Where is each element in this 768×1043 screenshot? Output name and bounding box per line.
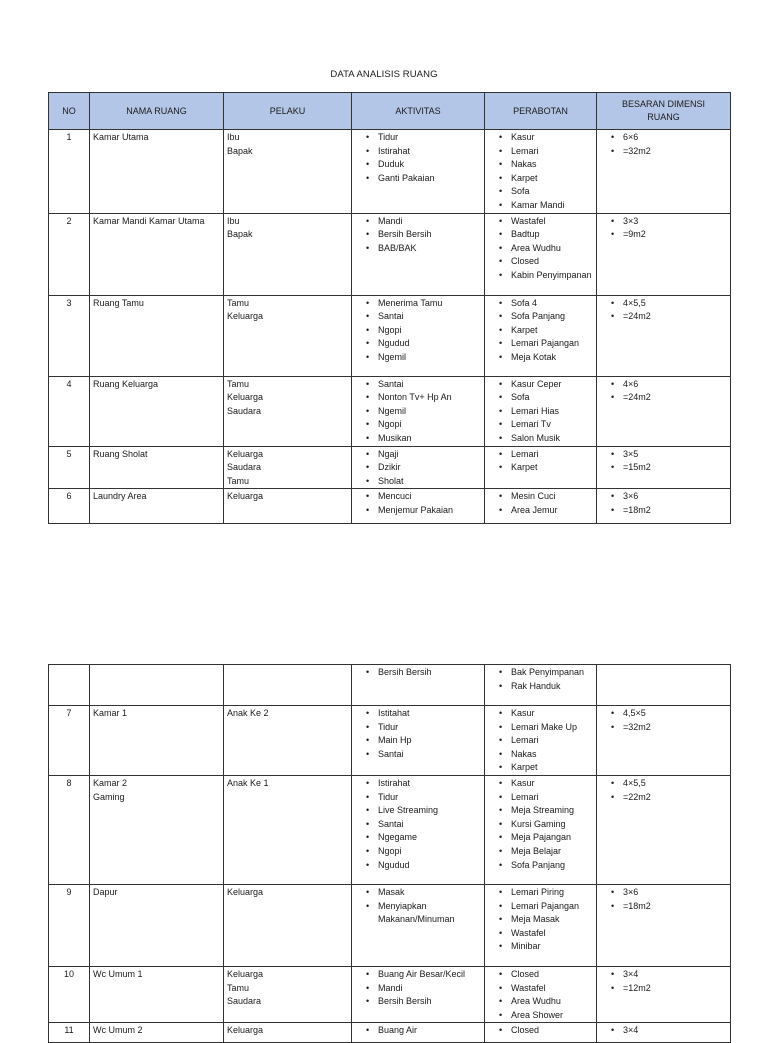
besaran-item: • =32m2 xyxy=(600,721,727,735)
besaran-item: • =22m2 xyxy=(600,791,727,805)
aktivitas-list xyxy=(355,215,481,256)
cell-pelaku xyxy=(224,295,352,376)
cell-perabotan xyxy=(485,376,597,446)
besaran-item: • =15m2 xyxy=(600,461,727,475)
aktivitas-item: • Istirahat xyxy=(355,145,481,159)
aktivitas-item: • Ngopi xyxy=(355,845,481,859)
nama-line: Kamar Mandi Kamar Utama xyxy=(93,215,205,226)
aktivitas-item: • Santai xyxy=(355,748,481,762)
cell-nama xyxy=(90,130,224,214)
cell-no: 3 xyxy=(49,295,90,376)
besaran-item: • 6×6 xyxy=(600,131,727,145)
nama-line: Wc Umum 2 xyxy=(93,1025,143,1036)
perabotan-item: • Rak Handuk xyxy=(488,680,593,694)
cell-nama xyxy=(90,446,224,489)
cell-nama xyxy=(90,489,224,524)
pelaku-line: Tamu xyxy=(227,297,250,308)
cell-nama xyxy=(90,295,224,376)
pelaku-line: Saudara xyxy=(227,996,262,1007)
table1-body xyxy=(49,130,731,524)
header-besaran-line-1: BESARAN DIMENSI xyxy=(621,99,706,109)
perabotan-item: • Karpet xyxy=(488,461,593,475)
nama-line: Ruang Keluarga xyxy=(93,378,159,389)
room-analysis-table xyxy=(48,92,731,524)
aktivitas-item: • Santai xyxy=(355,310,481,324)
cell-pelaku xyxy=(224,706,352,776)
cell-aktivitas xyxy=(352,1023,485,1043)
perabotan-list xyxy=(488,490,593,517)
cell-pelaku xyxy=(224,665,352,706)
perabotan-list xyxy=(488,886,593,954)
cell-no: 6 xyxy=(49,489,90,524)
cell-pelaku xyxy=(224,884,352,966)
aktivitas-item: • Ngegame xyxy=(355,831,481,845)
perabotan-list xyxy=(488,131,593,213)
document-title: DATA ANALISIS RUANG xyxy=(330,69,438,80)
cell-besaran xyxy=(597,1023,731,1043)
perabotan-item: • Wastafel xyxy=(488,982,593,996)
besaran-item: • 4,5×5 xyxy=(600,707,727,721)
nama-line: Kamar 2 xyxy=(93,777,128,788)
table-row xyxy=(49,446,731,489)
perabotan-item: • Closed xyxy=(488,255,593,269)
pelaku-line: Anak Ke 2 xyxy=(227,708,269,718)
cell-perabotan xyxy=(485,706,597,776)
besaran-item: • 3×5 xyxy=(600,448,727,462)
perabotan-item: • Mesin Cuci xyxy=(488,490,593,504)
header-besaran-dimensi xyxy=(597,93,731,130)
cell-pelaku xyxy=(224,446,352,489)
perabotan-item: • Lemari xyxy=(488,448,593,462)
perabotan-item: • Closed xyxy=(488,1024,593,1038)
cell-pelaku xyxy=(224,130,352,214)
perabotan-item: • Lemari xyxy=(488,791,593,805)
cell-aktivitas xyxy=(352,130,485,214)
pelaku-line: Keluarga xyxy=(227,1025,264,1036)
aktivitas-list xyxy=(355,378,481,446)
pelaku-line: Anak Ke 1 xyxy=(227,777,269,788)
cell-perabotan xyxy=(485,489,597,524)
cell-no: 2 xyxy=(49,213,90,295)
aktivitas-item: • Menyiapkan Makanan/Minuman xyxy=(355,900,481,927)
cell-no: 5 xyxy=(49,446,90,489)
perabotan-item: • Meja Pajangan xyxy=(488,831,593,845)
aktivitas-item: • Menjemur Pakaian xyxy=(355,504,481,518)
table-header-row xyxy=(49,93,731,130)
aktivitas-list xyxy=(355,297,481,365)
pelaku-line: Keluarga xyxy=(227,886,264,897)
aktivitas-list xyxy=(355,777,481,872)
pelaku-line: Saudara xyxy=(227,462,262,473)
perabotan-item: • Kamar Mandi xyxy=(488,199,593,213)
nama-line: Kamar Utama xyxy=(93,132,149,142)
nama-line: Ruang Tamu xyxy=(93,297,144,308)
perabotan-list xyxy=(488,707,593,775)
perabotan-item: • Lemari Tv xyxy=(488,418,593,432)
aktivitas-item: • BAB/BAK xyxy=(355,242,481,256)
perabotan-list xyxy=(488,297,593,365)
aktivitas-list xyxy=(355,886,481,927)
pelaku-line: Bapak xyxy=(227,145,253,156)
pelaku-line: Keluarga xyxy=(227,311,264,322)
header-nama-ruang: NAMA RUANG xyxy=(90,93,224,130)
cell-besaran xyxy=(597,884,731,966)
perabotan-item: • Salon Musik xyxy=(488,432,593,446)
perabotan-item: • Sofa Panjang xyxy=(488,310,593,324)
aktivitas-item: • Mencuci xyxy=(355,490,481,504)
perabotan-item: • Area Shower xyxy=(488,1009,593,1023)
aktivitas-item: • Masak xyxy=(355,886,481,900)
aktivitas-item: • Ngemil xyxy=(355,351,481,365)
cell-aktivitas xyxy=(352,706,485,776)
perabotan-list xyxy=(488,1024,593,1038)
cell-perabotan xyxy=(485,446,597,489)
perabotan-item: • Badtup xyxy=(488,228,593,242)
perabotan-item: • Bak Penyimpanan xyxy=(488,666,593,680)
pelaku-line: Tamu xyxy=(227,475,250,486)
nama-line: Ruang Sholat xyxy=(93,448,148,459)
perabotan-list xyxy=(488,777,593,872)
pelaku-line: Tamu xyxy=(227,378,250,389)
besaran-list xyxy=(600,707,727,734)
perabotan-item: • Karpet xyxy=(488,324,593,338)
aktivitas-item: • Bersih Bersih xyxy=(355,666,481,680)
perabotan-item: • Kabin Penyimpanan xyxy=(488,269,593,283)
cell-perabotan xyxy=(485,665,597,706)
cell-nama xyxy=(90,775,224,884)
besaran-list xyxy=(600,448,727,475)
header-besaran-line-2: RUANG xyxy=(647,112,680,122)
cell-perabotan xyxy=(485,130,597,214)
pelaku-line: Bapak xyxy=(227,229,253,240)
aktivitas-item: • Ngemil xyxy=(355,405,481,419)
table-row xyxy=(49,884,731,966)
table-row xyxy=(49,775,731,884)
besaran-list xyxy=(600,215,727,242)
besaran-item: • 3×3 xyxy=(600,215,727,229)
perabotan-item: • Meja Kotak xyxy=(488,351,593,365)
pelaku-line: Keluarga xyxy=(227,392,264,403)
cell-besaran xyxy=(597,295,731,376)
perabotan-item: • Meja Belajar xyxy=(488,845,593,859)
table-row xyxy=(49,489,731,524)
perabotan-item: • Lemari Make Up xyxy=(488,721,593,735)
aktivitas-item: • Menerima Tamu xyxy=(355,297,481,311)
cell-aktivitas xyxy=(352,213,485,295)
cell-perabotan xyxy=(485,295,597,376)
cell-no: 7 xyxy=(49,706,90,776)
aktivitas-list xyxy=(355,707,481,761)
perabotan-list xyxy=(488,378,593,446)
table-row xyxy=(49,706,731,776)
cell-nama xyxy=(90,376,224,446)
perabotan-item: • Minibar xyxy=(488,940,593,954)
header-pelaku: PELAKU xyxy=(224,93,352,130)
cell-no: 8 xyxy=(49,775,90,884)
aktivitas-item: • Mandi xyxy=(355,982,481,996)
aktivitas-item: • Ngopi xyxy=(355,418,481,432)
cell-perabotan xyxy=(485,1023,597,1043)
aktivitas-list xyxy=(355,131,481,185)
cell-aktivitas xyxy=(352,665,485,706)
cell-nama xyxy=(90,966,224,1022)
perabotan-list xyxy=(488,448,593,475)
perabotan-item: • Kasur Ceper xyxy=(488,378,593,392)
cell-pelaku xyxy=(224,376,352,446)
table-row xyxy=(49,966,731,1022)
table-row xyxy=(49,295,731,376)
perabotan-item: • Sofa 4 xyxy=(488,297,593,311)
besaran-item: • =24m2 xyxy=(600,310,727,324)
cell-nama xyxy=(90,665,224,706)
aktivitas-item: • Buang Air xyxy=(355,1024,481,1038)
aktivitas-list xyxy=(355,1024,481,1038)
besaran-item: • =18m2 xyxy=(600,504,727,518)
aktivitas-item: • Ganti Pakaian xyxy=(355,172,481,186)
cell-perabotan xyxy=(485,213,597,295)
cell-besaran xyxy=(597,376,731,446)
cell-perabotan xyxy=(485,884,597,966)
cell-besaran xyxy=(597,130,731,214)
pelaku-line: Tamu xyxy=(227,982,250,993)
aktivitas-item: • Musikan xyxy=(355,432,481,446)
cell-nama xyxy=(90,213,224,295)
cell-besaran xyxy=(597,775,731,884)
cell-no: 10 xyxy=(49,966,90,1022)
perabotan-list xyxy=(488,666,593,693)
perabotan-item: • Lemari Pajangan xyxy=(488,900,593,914)
aktivitas-item: • Ngudud xyxy=(355,337,481,351)
perabotan-item: • Lemari xyxy=(488,734,593,748)
perabotan-item: • Lemari Pajangan xyxy=(488,337,593,351)
aktivitas-item: • Nonton Tv+ Hp An xyxy=(355,391,481,405)
perabotan-item: • Sofa xyxy=(488,185,593,199)
aktivitas-item: • Tidur xyxy=(355,721,481,735)
aktivitas-item: • Istitahat xyxy=(355,707,481,721)
aktivitas-item: • Buang Air Besar/Kecil xyxy=(355,968,481,982)
aktivitas-item: • Santai xyxy=(355,378,481,392)
cell-aktivitas xyxy=(352,966,485,1022)
perabotan-item: • Area Jemur xyxy=(488,504,593,518)
perabotan-item: • Kasur xyxy=(488,707,593,721)
besaran-item: • 3×6 xyxy=(600,490,727,504)
aktivitas-item: • Ngaji xyxy=(355,448,481,462)
perabotan-item: • Closed xyxy=(488,968,593,982)
besaran-item: • =32m2 xyxy=(600,145,727,159)
cell-aktivitas xyxy=(352,489,485,524)
besaran-item: • 4×6 xyxy=(600,378,727,392)
besaran-list xyxy=(600,378,727,405)
pelaku-line: Saudara xyxy=(227,405,262,416)
nama-line: Wc Umum 1 xyxy=(93,968,143,979)
aktivitas-item: • Ngopi xyxy=(355,324,481,338)
cell-pelaku xyxy=(224,213,352,295)
aktivitas-item: • Duduk xyxy=(355,158,481,172)
aktivitas-item: • Santai xyxy=(355,818,481,832)
besaran-list xyxy=(600,886,727,913)
cell-aktivitas xyxy=(352,295,485,376)
besaran-list xyxy=(600,131,727,158)
cell-aktivitas xyxy=(352,446,485,489)
besaran-item: • =9m2 xyxy=(600,228,727,242)
nama-line: Gaming xyxy=(93,791,125,802)
aktivitas-item: • Bersih Bersih xyxy=(355,228,481,242)
besaran-list xyxy=(600,297,727,324)
aktivitas-item: • Istirahat xyxy=(355,777,481,791)
header-no: NO xyxy=(49,93,90,130)
aktivitas-list xyxy=(355,968,481,1009)
besaran-item: • =12m2 xyxy=(600,982,727,996)
perabotan-item: • Sofa xyxy=(488,391,593,405)
table-row xyxy=(49,665,731,706)
cell-no: 9 xyxy=(49,884,90,966)
cell-pelaku xyxy=(224,1023,352,1043)
nama-line: Laundry Area xyxy=(93,491,147,502)
cell-aktivitas xyxy=(352,884,485,966)
cell-besaran xyxy=(597,966,731,1022)
besaran-list xyxy=(600,777,727,804)
pelaku-line: Ibu xyxy=(227,132,240,142)
pelaku-line: Keluarga xyxy=(227,448,264,459)
perabotan-item: • Meja Masak xyxy=(488,913,593,927)
perabotan-item: • Kursi Gaming xyxy=(488,818,593,832)
aktivitas-item: • Dzikir xyxy=(355,461,481,475)
perabotan-item: • Lemari xyxy=(488,145,593,159)
cell-perabotan xyxy=(485,775,597,884)
perabotan-list xyxy=(488,968,593,1022)
aktivitas-item: • Sholat xyxy=(355,475,481,489)
cell-perabotan xyxy=(485,966,597,1022)
header-aktivitas: AKTIVITAS xyxy=(352,93,485,130)
table-row xyxy=(49,213,731,295)
perabotan-item: • Wastafel xyxy=(488,215,593,229)
besaran-list xyxy=(600,968,727,995)
pelaku-line: Keluarga xyxy=(227,968,264,979)
perabotan-item: • Karpet xyxy=(488,172,593,186)
cell-pelaku xyxy=(224,775,352,884)
perabotan-list xyxy=(488,215,593,283)
perabotan-item: • Karpet xyxy=(488,761,593,775)
aktivitas-item: • Live Streaming xyxy=(355,804,481,818)
cell-no: 4 xyxy=(49,376,90,446)
cell-nama xyxy=(90,706,224,776)
aktivitas-list xyxy=(355,448,481,489)
perabotan-item: • Lemari Hias xyxy=(488,405,593,419)
perabotan-item: • Sofa Panjang xyxy=(488,859,593,873)
header-perabotan: PERABOTAN xyxy=(485,93,597,130)
cell-aktivitas xyxy=(352,376,485,446)
aktivitas-item: • Bersih Bersih xyxy=(355,995,481,1009)
pelaku-line: Ibu xyxy=(227,215,240,226)
besaran-item: • 3×4 xyxy=(600,968,727,982)
besaran-item: • 4×5,5 xyxy=(600,777,727,791)
cell-pelaku xyxy=(224,966,352,1022)
room-analysis-table-continued xyxy=(48,664,731,1043)
perabotan-item: • Nakas xyxy=(488,158,593,172)
aktivitas-list xyxy=(355,490,481,517)
cell-besaran xyxy=(597,213,731,295)
perabotan-item: • Area Wudhu xyxy=(488,995,593,1009)
cell-besaran xyxy=(597,489,731,524)
table2-body xyxy=(49,665,731,1043)
cell-nama xyxy=(90,884,224,966)
besaran-item: • 4×5,5 xyxy=(600,297,727,311)
besaran-list xyxy=(600,1024,727,1038)
perabotan-item: • Lemari Piring xyxy=(488,886,593,900)
pelaku-line: Keluarga xyxy=(227,491,264,502)
aktivitas-item: • Main Hp xyxy=(355,734,481,748)
nama-line: Kamar 1 xyxy=(93,708,128,718)
cell-no xyxy=(49,665,90,706)
aktivitas-item: • Ngudud xyxy=(355,859,481,873)
cell-besaran xyxy=(597,446,731,489)
cell-no: 11 xyxy=(49,1023,90,1043)
cell-besaran xyxy=(597,706,731,776)
perabotan-item: • Meja Streaming xyxy=(488,804,593,818)
perabotan-item: • Kasur xyxy=(488,777,593,791)
cell-besaran xyxy=(597,665,731,706)
cell-nama xyxy=(90,1023,224,1043)
cell-pelaku xyxy=(224,489,352,524)
table-row xyxy=(49,1023,731,1043)
aktivitas-item: • Mandi xyxy=(355,215,481,229)
aktivitas-item: • Tidur xyxy=(355,131,481,145)
besaran-item: • =24m2 xyxy=(600,391,727,405)
cell-aktivitas xyxy=(352,775,485,884)
perabotan-item: • Kasur xyxy=(488,131,593,145)
besaran-item: • 3×4 xyxy=(600,1024,727,1038)
table-row xyxy=(49,130,731,214)
perabotan-item: • Area Wudhu xyxy=(488,242,593,256)
nama-line: Dapur xyxy=(93,886,118,897)
besaran-item: • =18m2 xyxy=(600,900,727,914)
besaran-item: • 3×6 xyxy=(600,886,727,900)
aktivitas-list xyxy=(355,666,481,680)
besaran-list xyxy=(600,490,727,517)
cell-no: 1 xyxy=(49,130,90,214)
perabotan-item: • Wastafel xyxy=(488,927,593,941)
table-row xyxy=(49,376,731,446)
perabotan-item: • Nakas xyxy=(488,748,593,762)
aktivitas-item: • Tidur xyxy=(355,791,481,805)
